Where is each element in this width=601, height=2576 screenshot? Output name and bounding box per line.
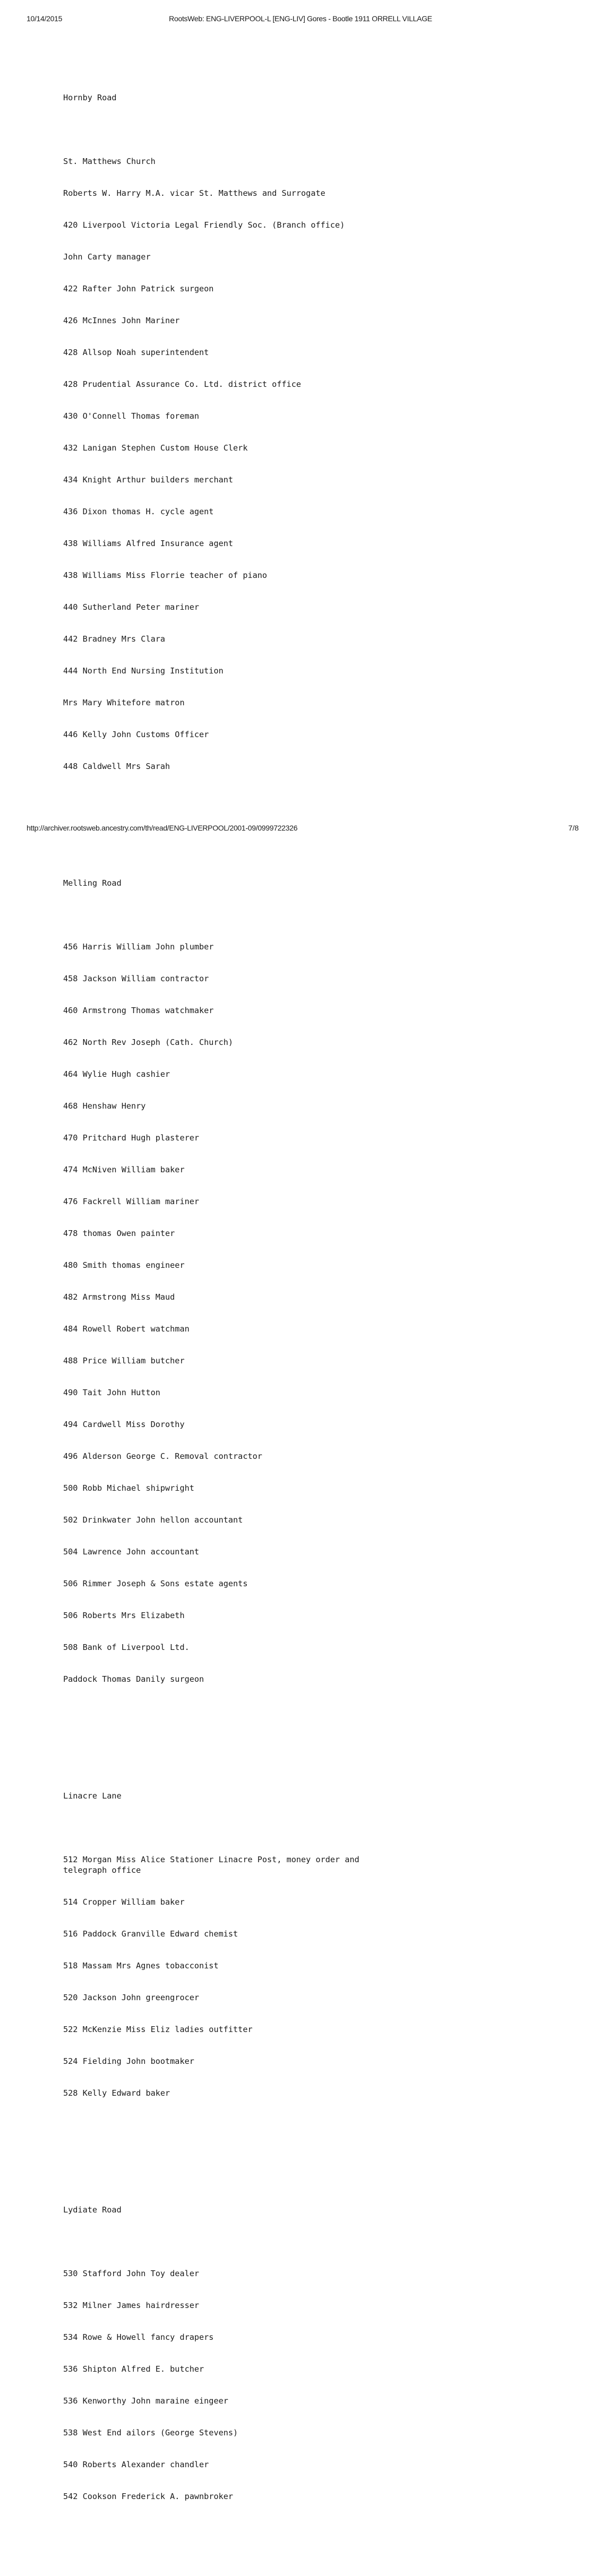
directory-entry: Mrs Mary Whitefore matron bbox=[63, 698, 185, 707]
directory-entry: 428 Prudential Assurance Co. Ltd. district office bbox=[63, 379, 302, 389]
directory-entry: 512 Morgan Miss Alice Stationer Linacre Post, money order and telegraph office bbox=[63, 1855, 364, 1875]
section-lydiate-road bbox=[63, 2183, 573, 2555]
section-heading: Hornby Road bbox=[63, 93, 117, 102]
directory-entry: 508 Bank of Liverpool Ltd. bbox=[63, 1643, 190, 1652]
message-body bbox=[63, 39, 573, 2576]
directory-entry: 470 Pritchard Hugh plasterer bbox=[63, 1133, 200, 1143]
directory-entry: 534 Rowe & Howell fancy drapers bbox=[63, 2332, 214, 2342]
section-heading: Melling Road bbox=[63, 878, 122, 888]
directory-entry: 464 Wylie Hugh cashier bbox=[63, 1069, 170, 1079]
directory-entry: 506 Rimmer Joseph & Sons estate agents bbox=[63, 1579, 248, 1588]
section-heading: Linacre Lane bbox=[63, 1791, 122, 1801]
directory-entry: 514 Cropper William baker bbox=[63, 1897, 185, 1907]
section-melling-road bbox=[63, 857, 573, 1737]
directory-entry: 536 Kenworthy John maraine eingeer bbox=[63, 2396, 228, 2406]
directory-entry: 474 McNiven William baker bbox=[63, 1165, 185, 1174]
source-url: http://archiver.rootsweb.ancestry.com/th/read/ENG-LIVERPOOL/2001-09/0999722326 bbox=[27, 824, 298, 832]
directory-entry: Paddock Thomas Danily surgeon bbox=[63, 1674, 204, 1684]
page-title: RootsWeb: ENG-LIVERPOOL-L [ENG-LIV] Gores - Bootle 1911 ORRELL VILLAGE bbox=[169, 14, 432, 23]
section-hornby-road bbox=[63, 71, 573, 825]
directory-entry: 536 Shipton Alfred E. butcher bbox=[63, 2364, 204, 2374]
directory-entry: 448 Caldwell Mrs Sarah bbox=[63, 762, 170, 771]
directory-entry: 506 Roberts Mrs Elizabeth bbox=[63, 1611, 185, 1620]
directory-entry: 500 Robb Michael shipwright bbox=[63, 1483, 194, 1493]
entry-list bbox=[63, 1833, 573, 2120]
entry-list bbox=[63, 920, 573, 1706]
directory-entry: 528 Kelly Edward baker bbox=[63, 2088, 170, 2098]
directory-entry: 444 North End Nursing Institution bbox=[63, 666, 224, 676]
directory-entry: 428 Allsop Noah superintendent bbox=[63, 348, 209, 357]
directory-entry: 434 Knight Arthur builders merchant bbox=[63, 475, 234, 485]
directory-entry: 516 Paddock Granville Edward chemist bbox=[63, 1929, 238, 1939]
directory-entry: 460 Armstrong Thomas watchmaker bbox=[63, 1006, 214, 1015]
directory-entry: 480 Smith thomas engineer bbox=[63, 1260, 185, 1270]
section-linacre-lane bbox=[63, 1769, 573, 2151]
directory-entry: 476 Fackrell William mariner bbox=[63, 1197, 200, 1206]
directory-entry: John Carty manager bbox=[63, 252, 151, 262]
directory-entry: 436 Dixon thomas H. cycle agent bbox=[63, 507, 214, 516]
directory-entry: 442 Bradney Mrs Clara bbox=[63, 634, 166, 644]
directory-entry: 426 McInnes John Mariner bbox=[63, 316, 180, 325]
directory-entry: 532 Milner James hairdresser bbox=[63, 2301, 200, 2310]
directory-entry: Roberts W. Harry M.A. vicar St. Matthews and Surrogate bbox=[63, 188, 325, 198]
directory-entry: 438 Williams Miss Florrie teacher of piano bbox=[63, 570, 268, 580]
directory-entry: 446 Kelly John Customs Officer bbox=[63, 730, 209, 739]
directory-entry: 440 Sutherland Peter mariner bbox=[63, 602, 200, 612]
entry-list bbox=[63, 2247, 573, 2523]
directory-entry: 458 Jackson William contractor bbox=[63, 974, 209, 983]
directory-entry: 502 Drinkwater John hellon accountant bbox=[63, 1515, 243, 1525]
directory-entry: St. Matthews Church bbox=[63, 157, 156, 166]
directory-entry: 432 Lanigan Stephen Custom House Clerk bbox=[63, 443, 248, 453]
directory-entry: 522 McKenzie Miss Eliz ladies outfitter bbox=[63, 2025, 253, 2034]
directory-entry: 494 Cardwell Miss Dorothy bbox=[63, 1420, 185, 1429]
directory-entry: 438 Williams Alfred Insurance agent bbox=[63, 539, 234, 548]
directory-entry: 430 O'Connell Thomas foreman bbox=[63, 411, 200, 421]
directory-entry: 422 Rafter John Patrick surgeon bbox=[63, 284, 214, 293]
directory-entry: 540 Roberts Alexander chandler bbox=[63, 2460, 209, 2469]
directory-entry: 520 Jackson John greengrocer bbox=[63, 1993, 200, 2002]
section-heading: Lydiate Road bbox=[63, 2205, 122, 2215]
directory-entry: 456 Harris William John plumber bbox=[63, 942, 214, 952]
directory-entry: 496 Alderson George C. Removal contractor bbox=[63, 1451, 262, 1461]
entry-list bbox=[63, 135, 573, 793]
directory-entry: 488 Price William butcher bbox=[63, 1356, 185, 1365]
directory-entry: 518 Massam Mrs Agnes tobacconist bbox=[63, 1961, 219, 1970]
directory-entry: 482 Armstrong Miss Maud bbox=[63, 1292, 175, 1302]
directory-entry: 490 Tait John Hutton bbox=[63, 1388, 160, 1397]
page-number: 7/8 bbox=[568, 824, 579, 832]
directory-entry: 542 Cookson Frederick A. pawnbroker bbox=[63, 2492, 234, 2501]
directory-entry: 538 West End ailors (George Stevens) bbox=[63, 2428, 238, 2437]
directory-entry: 462 North Rev Joseph (Cath. Church) bbox=[63, 1038, 234, 1047]
directory-entry: 524 Fielding John bootmaker bbox=[63, 2056, 194, 2066]
print-date: 10/14/2015 bbox=[27, 14, 63, 23]
directory-entry: 484 Rowell Robert watchman bbox=[63, 1324, 190, 1334]
directory-entry: 504 Lawrence John accountant bbox=[63, 1547, 200, 1557]
directory-entry: 420 Liverpool Victoria Legal Friendly Soc. (Branch office) bbox=[63, 220, 345, 230]
directory-entry: 478 thomas Owen painter bbox=[63, 1229, 175, 1238]
directory-entry: 468 Henshaw Henry bbox=[63, 1101, 146, 1111]
directory-entry: 530 Stafford John Toy dealer bbox=[63, 2269, 200, 2278]
